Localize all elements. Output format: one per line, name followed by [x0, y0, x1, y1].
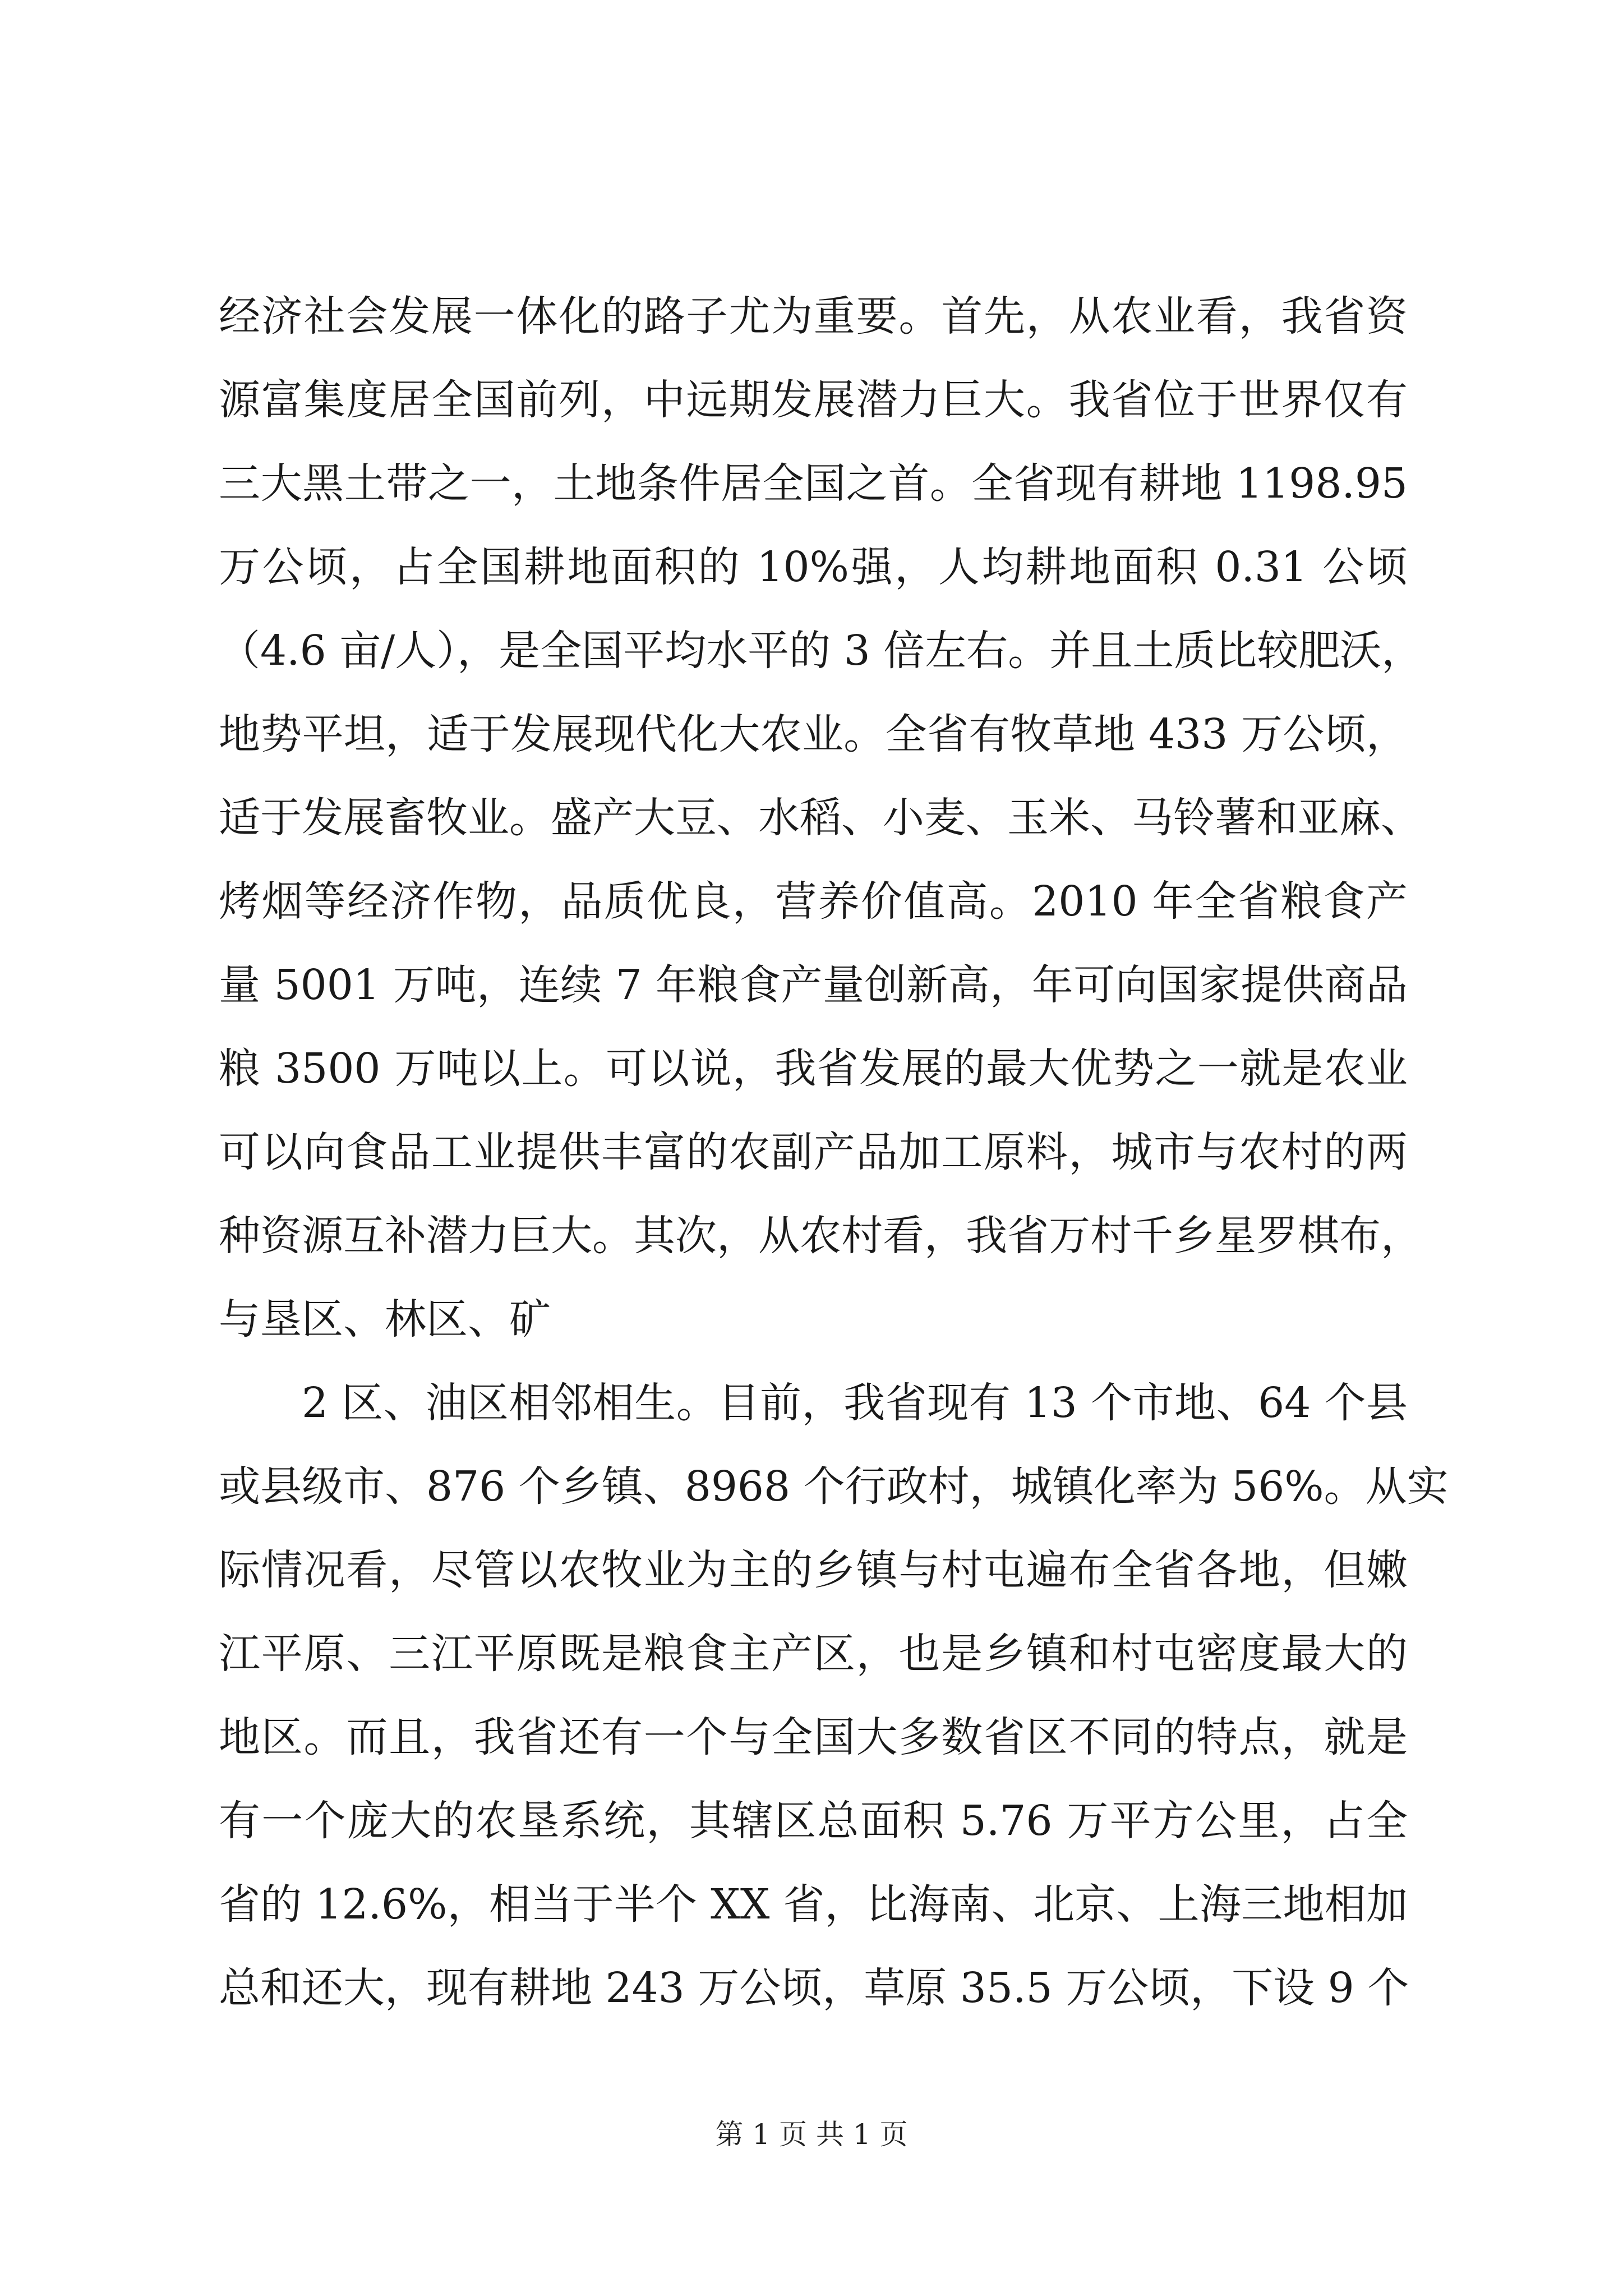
text-line: 有一个庞大的农垦系统，其辖区总面积 5.76 万平方公里，占全 [219, 1797, 1408, 1845]
text-line: 地势平坦，适于发展现代化大农业。全省有牧草地 433 万公顷， [219, 710, 1408, 758]
text-line: 源富集度居全国前列，中远期发展潜力巨大。我省位于世界仅有 [219, 376, 1408, 424]
text-line: 或县级市、876 个乡镇、8968 个行政村，城镇化率为 56%。从实 [219, 1462, 1449, 1511]
text-line: 地区。而且，我省还有一个与全国大多数省区不同的特点，就是 [219, 1713, 1408, 1761]
text-line: 总和还大，现有耕地 243 万公顷，草原 35.5 万公顷，下设 9 个 [219, 1964, 1409, 2012]
paragraph-2 [219, 1361, 1449, 2030]
text-line: 可以向食品工业提供丰富的农副产品加工原料，城市与农村的两 [219, 1128, 1408, 1176]
paragraph-1 [219, 275, 1423, 1361]
text-line: 烤烟等经济作物，品质优良，营养价值高。2010 年全省粮食产 [219, 877, 1408, 926]
text-line: 适于发展畜牧业。盛产大豆、水稻、小麦、玉米、马铃薯和亚麻、 [219, 794, 1422, 842]
text-line: 种资源互补潜力巨大。其次，从农村看，我省万村千乡星罗棋布， [219, 1212, 1422, 1260]
text-line: 2 区、油区相邻相生。目前，我省现有 13 个市地、64 个县 [302, 1379, 1408, 1427]
text-line: 与垦区、林区、矿 [219, 1295, 551, 1343]
text-line: 江平原、三江平原既是粮食主产区，也是乡镇和村屯密度最大的 [219, 1630, 1408, 1678]
text-line: 经济社会发展一体化的路子尤为重要。首先，从农业看，我省资 [219, 292, 1408, 341]
text-line: 际情况看，尽管以农牧业为主的乡镇与村屯遍布全省各地，但嫩 [219, 1546, 1408, 1594]
text-line: 量 5001 万吨，连续 7 年粮食产量创新高，年可向国家提供商品 [219, 961, 1408, 1009]
text-line: （4.6 亩/人），是全国平均水平的 3 倍左右。并且土质比较肥沃， [219, 627, 1423, 675]
text-line: 三大黑土带之一，土地条件居全国之首。全省现有耕地 1198.95 [219, 459, 1408, 508]
text-line: 省的 12.6%，相当于半个 XX 省，比海南、北京、上海三地相加 [219, 1880, 1408, 1929]
text-line: 粮 3500 万吨以上。可以说，我省发展的最大优势之一就是农业 [219, 1045, 1408, 1093]
text-line: 万公顷，占全国耕地面积的 10%强，人均耕地面积 0.31 公顷 [219, 543, 1408, 591]
document-body [219, 275, 1449, 2030]
page-footer [0, 2118, 1623, 2151]
page-number: 第 1 页 共 1 页 [715, 2118, 908, 2151]
